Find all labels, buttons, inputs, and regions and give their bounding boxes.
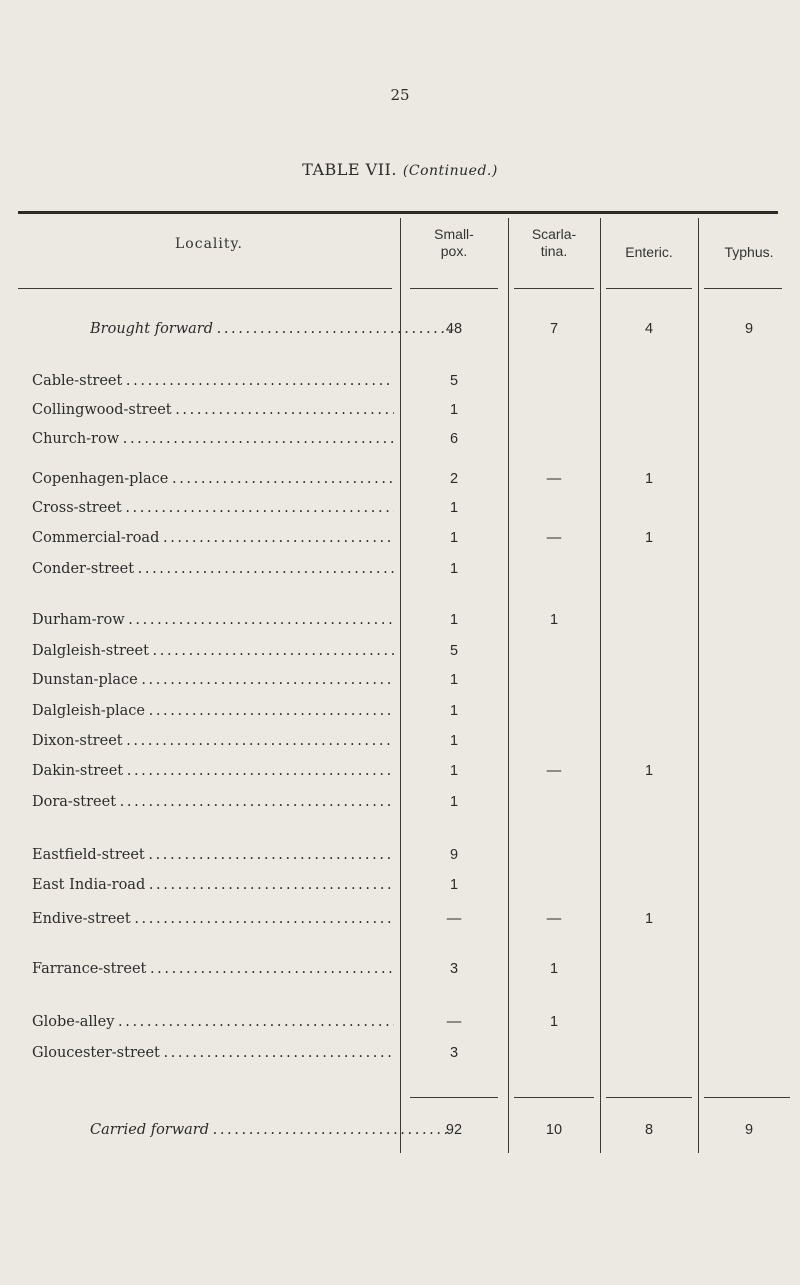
cell-scarlatina: 7	[549, 321, 559, 337]
cell-enteric: 1	[644, 530, 654, 546]
cell-locality: Dunstan-place . . .	[32, 672, 394, 688]
cell-locality: Dalgleish-street . . .	[32, 643, 394, 659]
cell-scarlatina: 1	[549, 1014, 559, 1030]
cell-typhus: 9	[744, 1122, 754, 1138]
table-row	[0, 1122, 800, 1148]
table-row	[0, 847, 800, 873]
cell-locality: Conder-street . . .	[32, 561, 394, 577]
cell-smallpox: 1	[449, 530, 459, 546]
cell-smallpox: 3	[449, 1045, 459, 1061]
table-row	[0, 703, 800, 729]
cell-smallpox: 9	[449, 847, 459, 863]
cell-smallpox: 1	[449, 672, 459, 688]
cell-enteric: 1	[644, 911, 654, 927]
cell-smallpox: 1	[449, 612, 459, 628]
cell-locality: Globe-alley . . .	[32, 1014, 394, 1030]
cell-smallpox: 92	[445, 1122, 463, 1138]
header-underline	[18, 288, 392, 289]
cell-smallpox: 1	[449, 703, 459, 719]
total-rule	[410, 1097, 498, 1098]
cell-locality: Gloucester-street . . .	[32, 1045, 394, 1061]
header-underline	[704, 288, 782, 289]
cell-scarlatina: —	[546, 530, 562, 546]
cell-locality: Farrance-street . . .	[32, 961, 394, 977]
table-row	[0, 643, 800, 669]
cell-enteric: 4	[644, 321, 654, 337]
table-row	[0, 877, 800, 903]
table-row	[0, 500, 800, 526]
cell-locality: Dixon-street . . .	[32, 733, 394, 749]
cell-smallpox: 5	[449, 373, 459, 389]
table-row	[0, 733, 800, 759]
header-underline	[514, 288, 594, 289]
table-row	[0, 471, 800, 497]
cell-smallpox: 1	[449, 794, 459, 810]
cell-smallpox: 3	[449, 961, 459, 977]
header-underline	[410, 288, 498, 289]
cell-enteric: 1	[644, 471, 654, 487]
table-row	[0, 612, 800, 638]
header-locality: Locality.	[175, 236, 243, 252]
cell-enteric: 8	[644, 1122, 654, 1138]
header-scarlatina-line1: Scarla-	[531, 226, 577, 242]
cell-locality: Carried forward . . .	[90, 1122, 452, 1138]
cell-scarlatina: 1	[549, 961, 559, 977]
cell-enteric: 1	[644, 763, 654, 779]
cell-smallpox: 1	[449, 733, 459, 749]
table-row	[0, 561, 800, 587]
cell-smallpox: 1	[449, 877, 459, 893]
cell-smallpox: 48	[445, 321, 463, 337]
cell-locality: Dakin-street . . .	[32, 763, 394, 779]
page-number: 25	[390, 86, 410, 104]
cell-smallpox: 1	[449, 500, 459, 516]
cell-smallpox: 6	[449, 431, 459, 447]
total-rule	[606, 1097, 692, 1098]
header-typhus: Typhus.	[724, 244, 774, 260]
header-scarlatina	[508, 226, 600, 260]
header-smallpox-line2: pox.	[440, 243, 468, 259]
total-rule	[514, 1097, 594, 1098]
cell-locality: Endive-street . . .	[32, 911, 394, 927]
header-smallpox-line1: Small-	[434, 226, 474, 242]
cell-smallpox: —	[446, 1014, 462, 1030]
table-row	[0, 1014, 800, 1040]
cell-scarlatina: —	[546, 763, 562, 779]
cell-smallpox: 1	[449, 763, 459, 779]
cell-locality: Dora-street . . .	[32, 794, 394, 810]
cell-locality: Brought forward . . .	[90, 321, 452, 337]
table-row	[0, 530, 800, 556]
table-row	[0, 911, 800, 937]
table-row	[0, 1045, 800, 1071]
total-rule	[704, 1097, 790, 1098]
cell-smallpox: 2	[449, 471, 459, 487]
cell-scarlatina: —	[546, 471, 562, 487]
table-row	[0, 402, 800, 428]
cell-locality: Copenhagen-place . . .	[32, 471, 394, 487]
cell-locality: Cross-street . . .	[32, 500, 394, 516]
cell-locality: Church-row . . .	[32, 431, 394, 447]
cell-locality: Commercial-road . . .	[32, 530, 394, 546]
table-title-text: TABLE VII.	[302, 160, 397, 179]
table-row	[0, 794, 800, 820]
table-title	[0, 160, 800, 179]
table-row	[0, 373, 800, 399]
table-row	[0, 431, 800, 457]
cell-scarlatina: 10	[545, 1122, 563, 1138]
cell-typhus: 9	[744, 321, 754, 337]
cell-smallpox: 5	[449, 643, 459, 659]
table-title-note: (Continued.)	[402, 163, 498, 179]
header-enteric: Enteric.	[625, 244, 673, 260]
cell-smallpox: 1	[449, 561, 459, 577]
cell-smallpox: 1	[449, 402, 459, 418]
cell-locality: East India-road . . .	[32, 877, 394, 893]
cell-scarlatina: 1	[549, 612, 559, 628]
cell-locality: Cable-street . . .	[32, 373, 394, 389]
header-scarlatina-line2: tina.	[540, 243, 568, 259]
cell-locality: Eastfield-street . . .	[32, 847, 394, 863]
table-row	[0, 321, 800, 347]
cell-locality: Dalgleish-place . . .	[32, 703, 394, 719]
cell-locality: Collingwood-street . . .	[32, 402, 394, 418]
cell-locality: Durham-row . . .	[32, 612, 394, 628]
table-row	[0, 672, 800, 698]
cell-smallpox: —	[446, 911, 462, 927]
table-top-rule	[18, 211, 778, 214]
cell-scarlatina: —	[546, 911, 562, 927]
table-row	[0, 961, 800, 987]
table-row	[0, 763, 800, 789]
header-smallpox	[400, 226, 508, 260]
header-underline	[606, 288, 692, 289]
